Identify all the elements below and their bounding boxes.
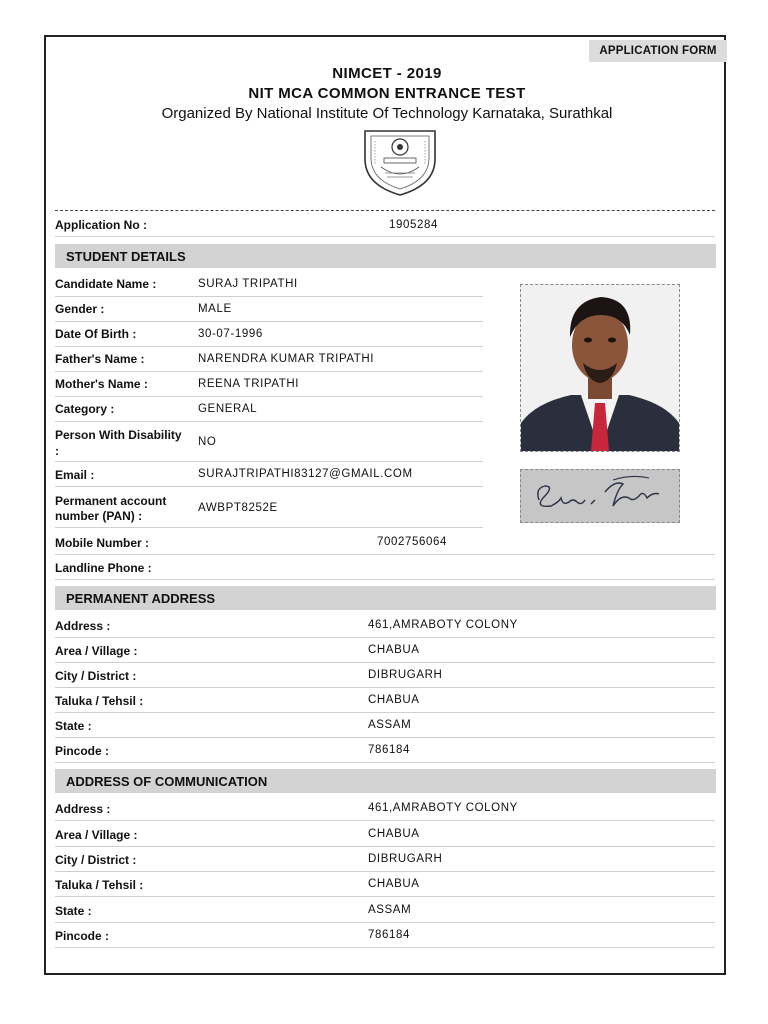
pan-label: Permanent account bbox=[55, 494, 167, 508]
father-name-label: Father's Name : bbox=[55, 352, 145, 366]
category-label: Category : bbox=[55, 402, 115, 416]
comm-city-value: DIBRUGARH bbox=[368, 853, 443, 865]
comm-pincode-value: 786184 bbox=[368, 929, 410, 941]
institute-seal-icon bbox=[359, 125, 441, 197]
comm-taluka-value: CHABUA bbox=[368, 878, 420, 890]
perm-area-label: Area / Village : bbox=[55, 644, 138, 658]
dob-label: Date Of Birth : bbox=[55, 327, 137, 341]
comm-address-value: 461,AMRABOTY COLONY bbox=[368, 802, 518, 814]
perm-pincode-value: 786184 bbox=[368, 744, 410, 756]
pan-label-line2: number (PAN) : bbox=[55, 509, 143, 523]
landline-phone-label: Landline Phone : bbox=[55, 561, 152, 575]
perm-state-value: ASSAM bbox=[368, 719, 412, 731]
perm-state-label: State : bbox=[55, 719, 92, 733]
row-divider bbox=[55, 712, 715, 713]
row-divider bbox=[55, 820, 715, 821]
mobile-number-value: 7002756064 bbox=[377, 536, 447, 548]
application-number-label: Application No : bbox=[55, 218, 147, 232]
candidate-signature bbox=[520, 469, 680, 523]
row-divider bbox=[55, 486, 483, 487]
exam-subtitle: NIT MCA COMMON ENTRANCE TEST bbox=[248, 85, 526, 102]
row-divider bbox=[55, 346, 483, 347]
comm-address-label: Address : bbox=[55, 802, 111, 816]
row-divider bbox=[55, 846, 715, 847]
category-value: GENERAL bbox=[198, 403, 258, 415]
perm-city-value: DIBRUGARH bbox=[368, 669, 443, 681]
perm-address-label: Address : bbox=[55, 619, 111, 633]
row-divider bbox=[55, 662, 715, 663]
row-divider bbox=[55, 296, 483, 297]
candidate-photo bbox=[520, 284, 680, 452]
candidate-name-label: Candidate Name : bbox=[55, 277, 157, 291]
row-divider bbox=[55, 896, 715, 897]
header-divider bbox=[55, 210, 715, 211]
row-divider bbox=[55, 371, 483, 372]
row-divider bbox=[55, 421, 483, 422]
application-form-tag: APPLICATION FORM bbox=[589, 40, 727, 62]
perm-address-value: 461,AMRABOTY COLONY bbox=[368, 619, 518, 631]
row-divider bbox=[55, 687, 715, 688]
comm-area-label: Area / Village : bbox=[55, 828, 138, 842]
signature-image bbox=[521, 470, 679, 522]
application-form bbox=[44, 35, 726, 975]
row-divider bbox=[55, 321, 483, 322]
father-name-value: NARENDRA KUMAR TRIPATHI bbox=[198, 353, 375, 365]
row-divider bbox=[55, 554, 715, 555]
comm-pincode-label: Pincode : bbox=[55, 929, 110, 943]
disability-value: NO bbox=[198, 436, 217, 448]
perm-taluka-label: Taluka / Tehsil : bbox=[55, 694, 144, 708]
candidate-photo-image bbox=[521, 285, 679, 451]
perm-city-label: City / District : bbox=[55, 669, 137, 683]
row-divider bbox=[55, 396, 483, 397]
row-divider bbox=[55, 579, 715, 580]
gender-value: MALE bbox=[198, 303, 232, 315]
comm-taluka-label: Taluka / Tehsil : bbox=[55, 878, 144, 892]
organizer-line: Organized By National Institute Of Technology Karnataka, Surathkal bbox=[161, 105, 613, 122]
row-divider bbox=[55, 236, 715, 237]
row-divider bbox=[55, 461, 483, 462]
perm-taluka-value: CHABUA bbox=[368, 694, 420, 706]
dob-value: 30-07-1996 bbox=[198, 328, 263, 340]
perm-pincode-label: Pincode : bbox=[55, 744, 110, 758]
row-divider bbox=[55, 871, 715, 872]
application-number-value: 1905284 bbox=[389, 219, 438, 231]
exam-title: NIMCET - 2019 bbox=[332, 65, 442, 82]
comm-state-label: State : bbox=[55, 904, 92, 918]
row-divider bbox=[55, 637, 715, 638]
pan-value: AWBPT8252E bbox=[198, 502, 278, 514]
row-divider bbox=[55, 527, 483, 528]
gender-label: Gender : bbox=[55, 302, 105, 316]
row-divider bbox=[55, 737, 715, 738]
perm-area-value: CHABUA bbox=[368, 644, 420, 656]
email-label: Email : bbox=[55, 468, 95, 482]
communication-address-header: ADDRESS OF COMMUNICATION bbox=[55, 769, 716, 793]
student-details-header: STUDENT DETAILS bbox=[55, 244, 716, 268]
comm-area-value: CHABUA bbox=[368, 828, 420, 840]
disability-label: Person With Disability bbox=[55, 428, 182, 442]
email-value: SURAJTRIPATHI83127@GMAIL.COM bbox=[198, 468, 413, 480]
mother-name-label: Mother's Name : bbox=[55, 377, 148, 391]
row-divider bbox=[55, 922, 715, 923]
disability-label-colon: : bbox=[55, 444, 59, 458]
candidate-name-value: SURAJ TRIPATHI bbox=[198, 278, 298, 290]
permanent-address-header: PERMANENT ADDRESS bbox=[55, 586, 716, 610]
row-divider bbox=[55, 947, 715, 948]
comm-state-value: ASSAM bbox=[368, 904, 412, 916]
mobile-number-label: Mobile Number : bbox=[55, 536, 150, 550]
row-divider bbox=[55, 762, 715, 763]
mother-name-value: REENA TRIPATHI bbox=[198, 378, 300, 390]
comm-city-label: City / District : bbox=[55, 853, 137, 867]
